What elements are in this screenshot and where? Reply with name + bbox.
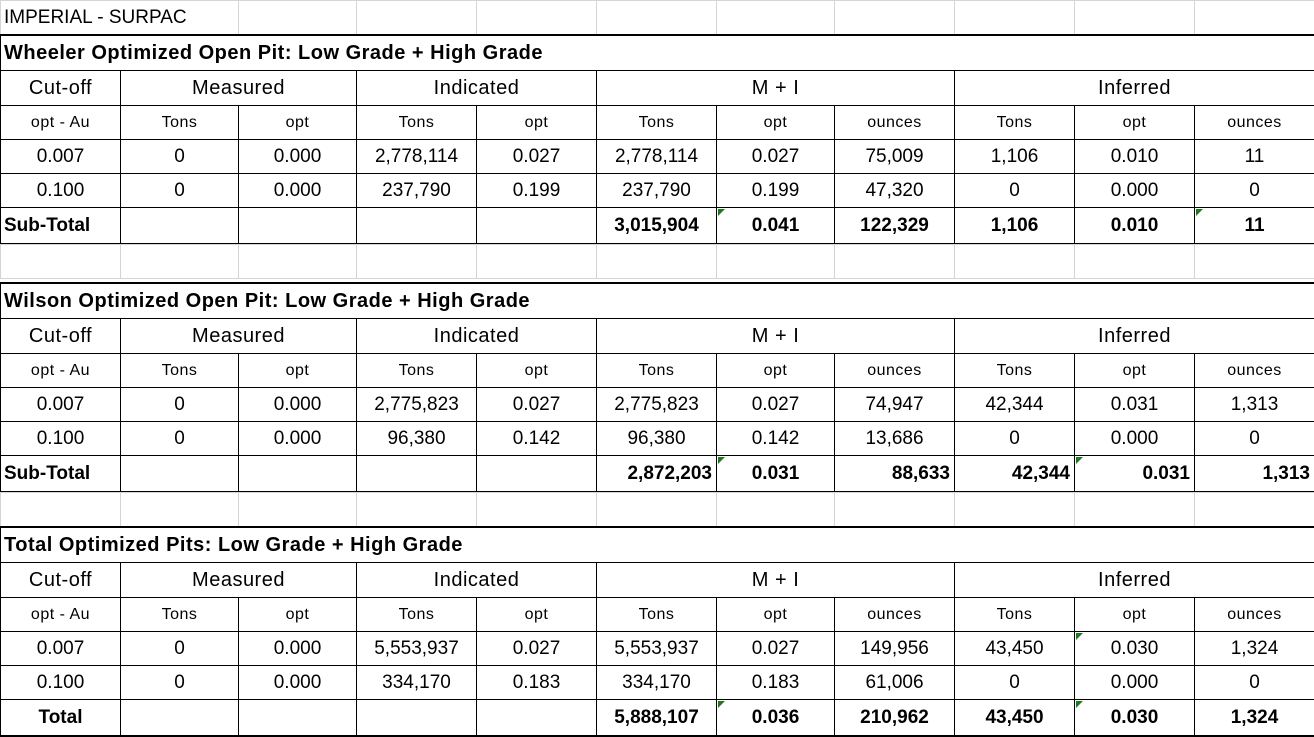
- data-indicated-opt[interactable]: 0.027: [476, 387, 597, 422]
- data-mi-ounces[interactable]: 149,956: [834, 631, 955, 666]
- data-inferred-ounces[interactable]: 0: [1194, 665, 1314, 700]
- subheader-mi-ounces[interactable]: ounces: [834, 597, 955, 632]
- empty-cell[interactable]: [238, 492, 357, 527]
- total-indicated-tons[interactable]: [356, 455, 477, 493]
- data-inferred-ounces[interactable]: 1,313: [1194, 387, 1314, 422]
- empty-cell[interactable]: [1194, 244, 1314, 279]
- data-mi-opt[interactable]: 0.142: [716, 421, 835, 456]
- empty-cell[interactable]: [476, 0, 597, 35]
- cutoff-header[interactable]: Cut-off: [0, 318, 121, 354]
- subheader-mi-opt[interactable]: opt: [716, 105, 835, 140]
- subheader-mi-opt[interactable]: opt: [716, 353, 835, 388]
- measured-header[interactable]: Measured: [120, 562, 357, 598]
- data-mi-tons[interactable]: 96,380: [596, 421, 717, 456]
- total-inferred-tons[interactable]: 42,344: [954, 455, 1075, 493]
- data-cutoff[interactable]: 0.100: [0, 421, 121, 456]
- total-mi-ounces[interactable]: 210,962: [834, 699, 955, 737]
- measured-header[interactable]: Measured: [120, 70, 357, 106]
- data-mi-ounces[interactable]: 75,009: [834, 139, 955, 174]
- data-inferred-ounces[interactable]: 1,324: [1194, 631, 1314, 666]
- data-mi-ounces[interactable]: 61,006: [834, 665, 955, 700]
- total-indicated-tons[interactable]: [356, 699, 477, 737]
- total-mi-ounces[interactable]: 88,633: [834, 455, 955, 493]
- data-measured-tons[interactable]: 0: [120, 665, 239, 700]
- data-inferred-ounces[interactable]: 11: [1194, 139, 1314, 174]
- total-cutoff[interactable]: Sub-Total: [0, 455, 121, 493]
- subheader-indicated-tons[interactable]: Tons: [356, 597, 477, 632]
- total-inferred-opt[interactable]: 0.010: [1074, 207, 1195, 245]
- empty-cell[interactable]: [356, 492, 477, 527]
- total-inferred-ounces[interactable]: 11: [1194, 207, 1314, 245]
- data-indicated-tons[interactable]: 237,790: [356, 173, 477, 208]
- empty-cell[interactable]: [954, 244, 1075, 279]
- total-indicated-tons[interactable]: [356, 207, 477, 245]
- data-inferred-tons[interactable]: 0: [954, 173, 1075, 208]
- empty-cell[interactable]: [0, 492, 121, 527]
- total-measured-opt[interactable]: [238, 699, 357, 737]
- empty-cell[interactable]: [1074, 244, 1195, 279]
- data-inferred-ounces[interactable]: 0: [1194, 421, 1314, 456]
- data-mi-ounces[interactable]: 47,320: [834, 173, 955, 208]
- total-cutoff[interactable]: Sub-Total: [0, 207, 121, 245]
- data-mi-opt[interactable]: 0.199: [716, 173, 835, 208]
- data-indicated-opt[interactable]: 0.199: [476, 173, 597, 208]
- mi-header[interactable]: M + I: [596, 318, 955, 354]
- total-mi-tons[interactable]: 3,015,904: [596, 207, 717, 245]
- total-measured-opt[interactable]: [238, 207, 357, 245]
- data-measured-tons[interactable]: 0: [120, 631, 239, 666]
- subheader-measured-opt[interactable]: opt: [238, 105, 357, 140]
- total-indicated-opt[interactable]: [476, 207, 597, 245]
- data-inferred-tons[interactable]: 43,450: [954, 631, 1075, 666]
- empty-cell[interactable]: [834, 244, 955, 279]
- empty-cell[interactable]: [596, 244, 717, 279]
- data-mi-tons[interactable]: 2,775,823: [596, 387, 717, 422]
- empty-cell[interactable]: [238, 0, 357, 35]
- data-measured-opt[interactable]: 0.000: [238, 139, 357, 174]
- measured-header[interactable]: Measured: [120, 318, 357, 354]
- data-inferred-opt[interactable]: 0.010: [1074, 139, 1195, 174]
- subheader-indicated-opt[interactable]: opt: [476, 105, 597, 140]
- data-measured-opt[interactable]: 0.000: [238, 173, 357, 208]
- subheader-mi-opt[interactable]: opt: [716, 597, 835, 632]
- data-inferred-tons[interactable]: 1,106: [954, 139, 1075, 174]
- data-indicated-opt[interactable]: 0.027: [476, 139, 597, 174]
- indicated-header[interactable]: Indicated: [356, 70, 597, 106]
- subheader-inferred-tons[interactable]: Tons: [954, 105, 1075, 140]
- data-cutoff[interactable]: 0.100: [0, 173, 121, 208]
- subheader-inferred-ounces[interactable]: ounces: [1194, 105, 1314, 140]
- data-cutoff[interactable]: 0.007: [0, 139, 121, 174]
- data-indicated-tons[interactable]: 96,380: [356, 421, 477, 456]
- data-cutoff[interactable]: 0.007: [0, 387, 121, 422]
- data-inferred-tons[interactable]: 0: [954, 665, 1075, 700]
- total-mi-opt[interactable]: 0.031: [716, 455, 835, 493]
- indicated-header[interactable]: Indicated: [356, 562, 597, 598]
- sheet-label[interactable]: IMPERIAL - SURPAC: [0, 0, 239, 35]
- data-indicated-opt[interactable]: 0.142: [476, 421, 597, 456]
- subheader-cutoff[interactable]: opt - Au: [0, 105, 121, 140]
- subheader-mi-tons[interactable]: Tons: [596, 353, 717, 388]
- subheader-measured-opt[interactable]: opt: [238, 597, 357, 632]
- data-mi-opt[interactable]: 0.027: [716, 139, 835, 174]
- data-mi-opt[interactable]: 0.183: [716, 665, 835, 700]
- empty-cell[interactable]: [716, 244, 835, 279]
- empty-cell[interactable]: [120, 492, 239, 527]
- data-mi-tons[interactable]: 5,553,937: [596, 631, 717, 666]
- total-inferred-opt[interactable]: 0.030: [1074, 699, 1195, 737]
- cutoff-header[interactable]: Cut-off: [0, 70, 121, 106]
- data-inferred-opt[interactable]: 0.000: [1074, 421, 1195, 456]
- data-indicated-tons[interactable]: 334,170: [356, 665, 477, 700]
- data-cutoff[interactable]: 0.100: [0, 665, 121, 700]
- data-mi-ounces[interactable]: 13,686: [834, 421, 955, 456]
- empty-cell[interactable]: [356, 244, 477, 279]
- data-measured-tons[interactable]: 0: [120, 387, 239, 422]
- subheader-inferred-tons[interactable]: Tons: [954, 597, 1075, 632]
- subheader-inferred-ounces[interactable]: ounces: [1194, 597, 1314, 632]
- data-indicated-tons[interactable]: 2,778,114: [356, 139, 477, 174]
- empty-cell[interactable]: [596, 492, 717, 527]
- empty-cell[interactable]: [1194, 0, 1314, 35]
- inferred-header[interactable]: Inferred: [954, 70, 1314, 106]
- subheader-indicated-opt[interactable]: opt: [476, 353, 597, 388]
- total-inferred-tons[interactable]: 1,106: [954, 207, 1075, 245]
- data-inferred-ounces[interactable]: 0: [1194, 173, 1314, 208]
- total-measured-tons[interactable]: [120, 455, 239, 493]
- total-mi-ounces[interactable]: 122,329: [834, 207, 955, 245]
- data-mi-tons[interactable]: 334,170: [596, 665, 717, 700]
- data-mi-tons[interactable]: 2,778,114: [596, 139, 717, 174]
- empty-cell[interactable]: [476, 492, 597, 527]
- data-measured-opt[interactable]: 0.000: [238, 387, 357, 422]
- empty-cell[interactable]: [834, 0, 955, 35]
- subheader-inferred-opt[interactable]: opt: [1074, 353, 1195, 388]
- empty-cell[interactable]: [716, 492, 835, 527]
- subheader-cutoff[interactable]: opt - Au: [0, 353, 121, 388]
- section-title[interactable]: Wheeler Optimized Open Pit: Low Grade + High Grade: [0, 34, 1314, 71]
- empty-cell[interactable]: [0, 244, 121, 279]
- cutoff-header[interactable]: Cut-off: [0, 562, 121, 598]
- total-mi-opt[interactable]: 0.036: [716, 699, 835, 737]
- data-measured-tons[interactable]: 0: [120, 139, 239, 174]
- indicated-header[interactable]: Indicated: [356, 318, 597, 354]
- subheader-mi-ounces[interactable]: ounces: [834, 353, 955, 388]
- empty-cell[interactable]: [954, 492, 1075, 527]
- empty-cell[interactable]: [1074, 0, 1195, 35]
- data-indicated-tons[interactable]: 5,553,937: [356, 631, 477, 666]
- section-title[interactable]: Wilson Optimized Open Pit: Low Grade + High Grade: [0, 282, 1314, 319]
- empty-cell[interactable]: [120, 244, 239, 279]
- data-indicated-opt[interactable]: 0.183: [476, 665, 597, 700]
- data-indicated-opt[interactable]: 0.027: [476, 631, 597, 666]
- subheader-measured-tons[interactable]: Tons: [120, 105, 239, 140]
- total-mi-tons[interactable]: 2,872,203: [596, 455, 717, 493]
- empty-cell[interactable]: [954, 0, 1075, 35]
- data-measured-opt[interactable]: 0.000: [238, 421, 357, 456]
- subheader-inferred-opt[interactable]: opt: [1074, 597, 1195, 632]
- subheader-mi-ounces[interactable]: ounces: [834, 105, 955, 140]
- total-indicated-opt[interactable]: [476, 699, 597, 737]
- subheader-indicated-opt[interactable]: opt: [476, 597, 597, 632]
- total-cutoff[interactable]: Total: [0, 699, 121, 737]
- data-cutoff[interactable]: 0.007: [0, 631, 121, 666]
- total-mi-opt[interactable]: 0.041: [716, 207, 835, 245]
- data-inferred-opt[interactable]: 0.000: [1074, 665, 1195, 700]
- data-mi-ounces[interactable]: 74,947: [834, 387, 955, 422]
- data-inferred-opt[interactable]: 0.030: [1074, 631, 1195, 666]
- empty-cell[interactable]: [834, 492, 955, 527]
- data-inferred-opt[interactable]: 0.000: [1074, 173, 1195, 208]
- total-indicated-opt[interactable]: [476, 455, 597, 493]
- data-mi-tons[interactable]: 237,790: [596, 173, 717, 208]
- total-measured-opt[interactable]: [238, 455, 357, 493]
- total-measured-tons[interactable]: [120, 699, 239, 737]
- inferred-header[interactable]: Inferred: [954, 562, 1314, 598]
- total-mi-tons[interactable]: 5,888,107: [596, 699, 717, 737]
- subheader-indicated-tons[interactable]: Tons: [356, 105, 477, 140]
- subheader-mi-tons[interactable]: Tons: [596, 105, 717, 140]
- total-inferred-ounces[interactable]: 1,313: [1194, 455, 1314, 493]
- data-inferred-tons[interactable]: 0: [954, 421, 1075, 456]
- empty-cell[interactable]: [476, 244, 597, 279]
- subheader-inferred-tons[interactable]: Tons: [954, 353, 1075, 388]
- subheader-cutoff[interactable]: opt - Au: [0, 597, 121, 632]
- subheader-measured-tons[interactable]: Tons: [120, 353, 239, 388]
- total-inferred-ounces[interactable]: 1,324: [1194, 699, 1314, 737]
- data-inferred-opt[interactable]: 0.031: [1074, 387, 1195, 422]
- empty-cell[interactable]: [238, 244, 357, 279]
- total-inferred-opt[interactable]: 0.031: [1074, 455, 1195, 493]
- subheader-indicated-tons[interactable]: Tons: [356, 353, 477, 388]
- data-inferred-tons[interactable]: 42,344: [954, 387, 1075, 422]
- mi-header[interactable]: M + I: [596, 70, 955, 106]
- subheader-mi-tons[interactable]: Tons: [596, 597, 717, 632]
- empty-cell[interactable]: [356, 0, 477, 35]
- empty-cell[interactable]: [1194, 492, 1314, 527]
- data-mi-opt[interactable]: 0.027: [716, 387, 835, 422]
- section-title[interactable]: Total Optimized Pits: Low Grade + High Grade: [0, 526, 1314, 563]
- total-measured-tons[interactable]: [120, 207, 239, 245]
- data-measured-tons[interactable]: 0: [120, 173, 239, 208]
- data-indicated-tons[interactable]: 2,775,823: [356, 387, 477, 422]
- subheader-measured-tons[interactable]: Tons: [120, 597, 239, 632]
- empty-cell[interactable]: [716, 0, 835, 35]
- mi-header[interactable]: M + I: [596, 562, 955, 598]
- total-inferred-tons[interactable]: 43,450: [954, 699, 1075, 737]
- subheader-measured-opt[interactable]: opt: [238, 353, 357, 388]
- data-measured-opt[interactable]: 0.000: [238, 631, 357, 666]
- data-mi-opt[interactable]: 0.027: [716, 631, 835, 666]
- inferred-header[interactable]: Inferred: [954, 318, 1314, 354]
- subheader-inferred-opt[interactable]: opt: [1074, 105, 1195, 140]
- data-measured-opt[interactable]: 0.000: [238, 665, 357, 700]
- subheader-inferred-ounces[interactable]: ounces: [1194, 353, 1314, 388]
- empty-cell[interactable]: [596, 0, 717, 35]
- data-measured-tons[interactable]: 0: [120, 421, 239, 456]
- empty-cell[interactable]: [1074, 492, 1195, 527]
